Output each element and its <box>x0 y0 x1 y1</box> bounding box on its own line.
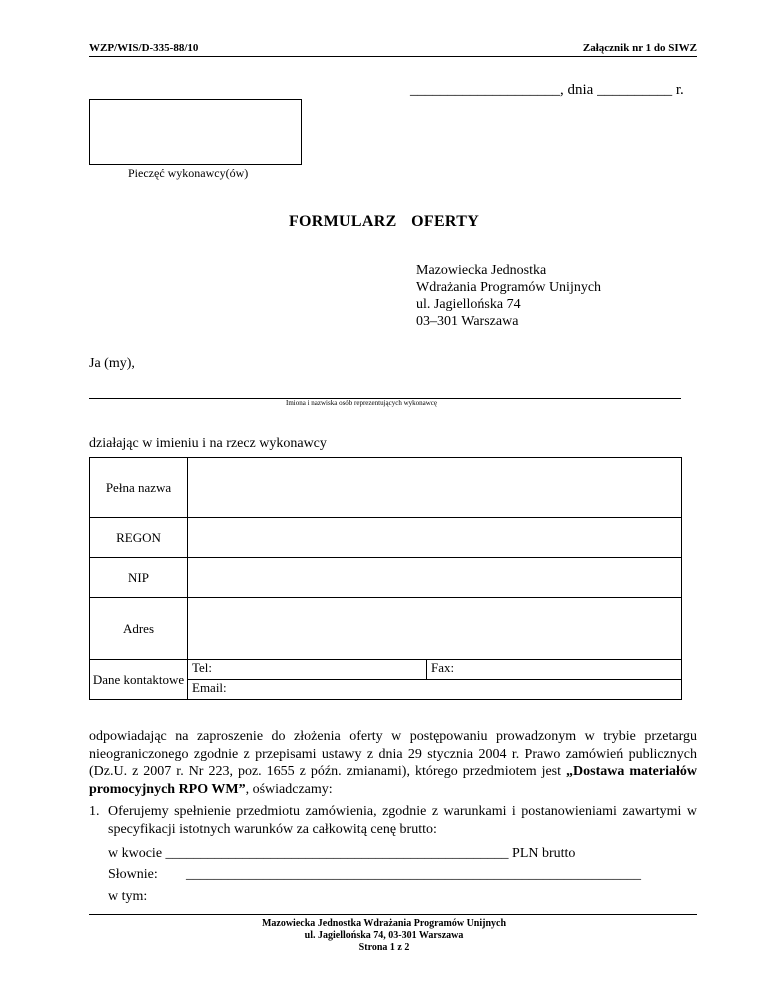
page-number: Strona 1 z 2 <box>358 942 410 953</box>
words-label: Słownie: <box>108 867 158 882</box>
contact-label: Dane kontaktowe <box>90 660 188 700</box>
tel-label: Tel: <box>192 660 213 675</box>
place-date-line: ____________________, dnia __________ r. <box>410 82 684 98</box>
contractor-data-table <box>89 457 682 700</box>
recipient-line: 03–301 Warszawa <box>416 314 519 329</box>
attachment-label: Załącznik nr 1 do SIWZ <box>582 42 697 54</box>
contractor-stamp-box <box>89 99 302 165</box>
form-title: FORMULARZ OFERTY <box>288 213 480 230</box>
words-line[interactable]: _________________________________________________________________ <box>186 867 641 882</box>
footer-org: Mazowiecka Jednostka Wdrażania Programów Unijnych <box>261 918 507 929</box>
email-field[interactable] <box>188 680 682 700</box>
address-label: Adres <box>90 598 188 660</box>
address-field[interactable] <box>188 598 682 660</box>
subject-title: „Dostawa materiałów promocyjnych RPO WM” <box>89 764 698 797</box>
offer-item-1 <box>89 803 697 838</box>
fax-label: Fax: <box>431 660 455 675</box>
document-reference: WZP/WIS/D-335-88/10 <box>89 42 199 54</box>
paragraph-text: odpowiadając na zaproszenie do złożenia oferty w postępowaniu prowadzonym w trybie przetargu nieograniczonego zgodnie z przepisami ustawy z dnia 29 stycznia 2004 r. Prawo zamówień publicznych (Dz.U. z 2007 r. Nr 223, poz. 1655 z późn. zmianami), którego przedmiotem jest <box>89 729 697 779</box>
fax-field[interactable] <box>427 660 682 680</box>
paragraph-ending: , oświadczamy: <box>245 781 333 797</box>
including-label: w tym: <box>108 889 148 904</box>
item-number: 1. <box>89 804 100 819</box>
nip-label: NIP <box>90 558 188 598</box>
representatives-caption: Imiona i nazwiska osób reprezentujących wykonawcę <box>286 399 438 407</box>
ja-my-label: Ja (my), <box>89 356 135 371</box>
offer-paragraph <box>89 728 697 798</box>
nip-field[interactable] <box>188 558 682 598</box>
full-name-field[interactable] <box>188 458 682 518</box>
tel-field[interactable] <box>188 660 427 680</box>
acting-on-behalf-label: działając w imieniu i na rzecz wykonawcy <box>89 436 327 451</box>
recipient-line: Mazowiecka Jednostka <box>416 263 547 278</box>
regon-label: REGON <box>90 518 188 558</box>
footer-address: ul. Jagiellońska 74, 03-301 Warszawa <box>304 930 464 941</box>
recipient-line: ul. Jagiellońska 74 <box>416 297 521 312</box>
regon-field[interactable] <box>188 518 682 558</box>
recipient-address <box>416 262 601 330</box>
full-name-label: Pełna nazwa <box>90 458 188 518</box>
header-divider <box>89 56 697 57</box>
stamp-caption: Pieczęć wykonawcy(ów) <box>128 166 249 180</box>
footer-divider <box>89 914 697 915</box>
email-label: Email: <box>192 680 227 695</box>
item-text: Oferujemy spełnienie przedmiotu zamówienia, zgodnie z warunkami i postanowieniami zawartymi w specyfikacji istotnych warunków za całkowitą cenę brutto: <box>108 804 697 837</box>
amount-line[interactable]: w kwocie _________________________________________________ PLN brutto <box>108 846 576 861</box>
recipient-line: Wdrażania Programów Unijnych <box>416 280 602 295</box>
